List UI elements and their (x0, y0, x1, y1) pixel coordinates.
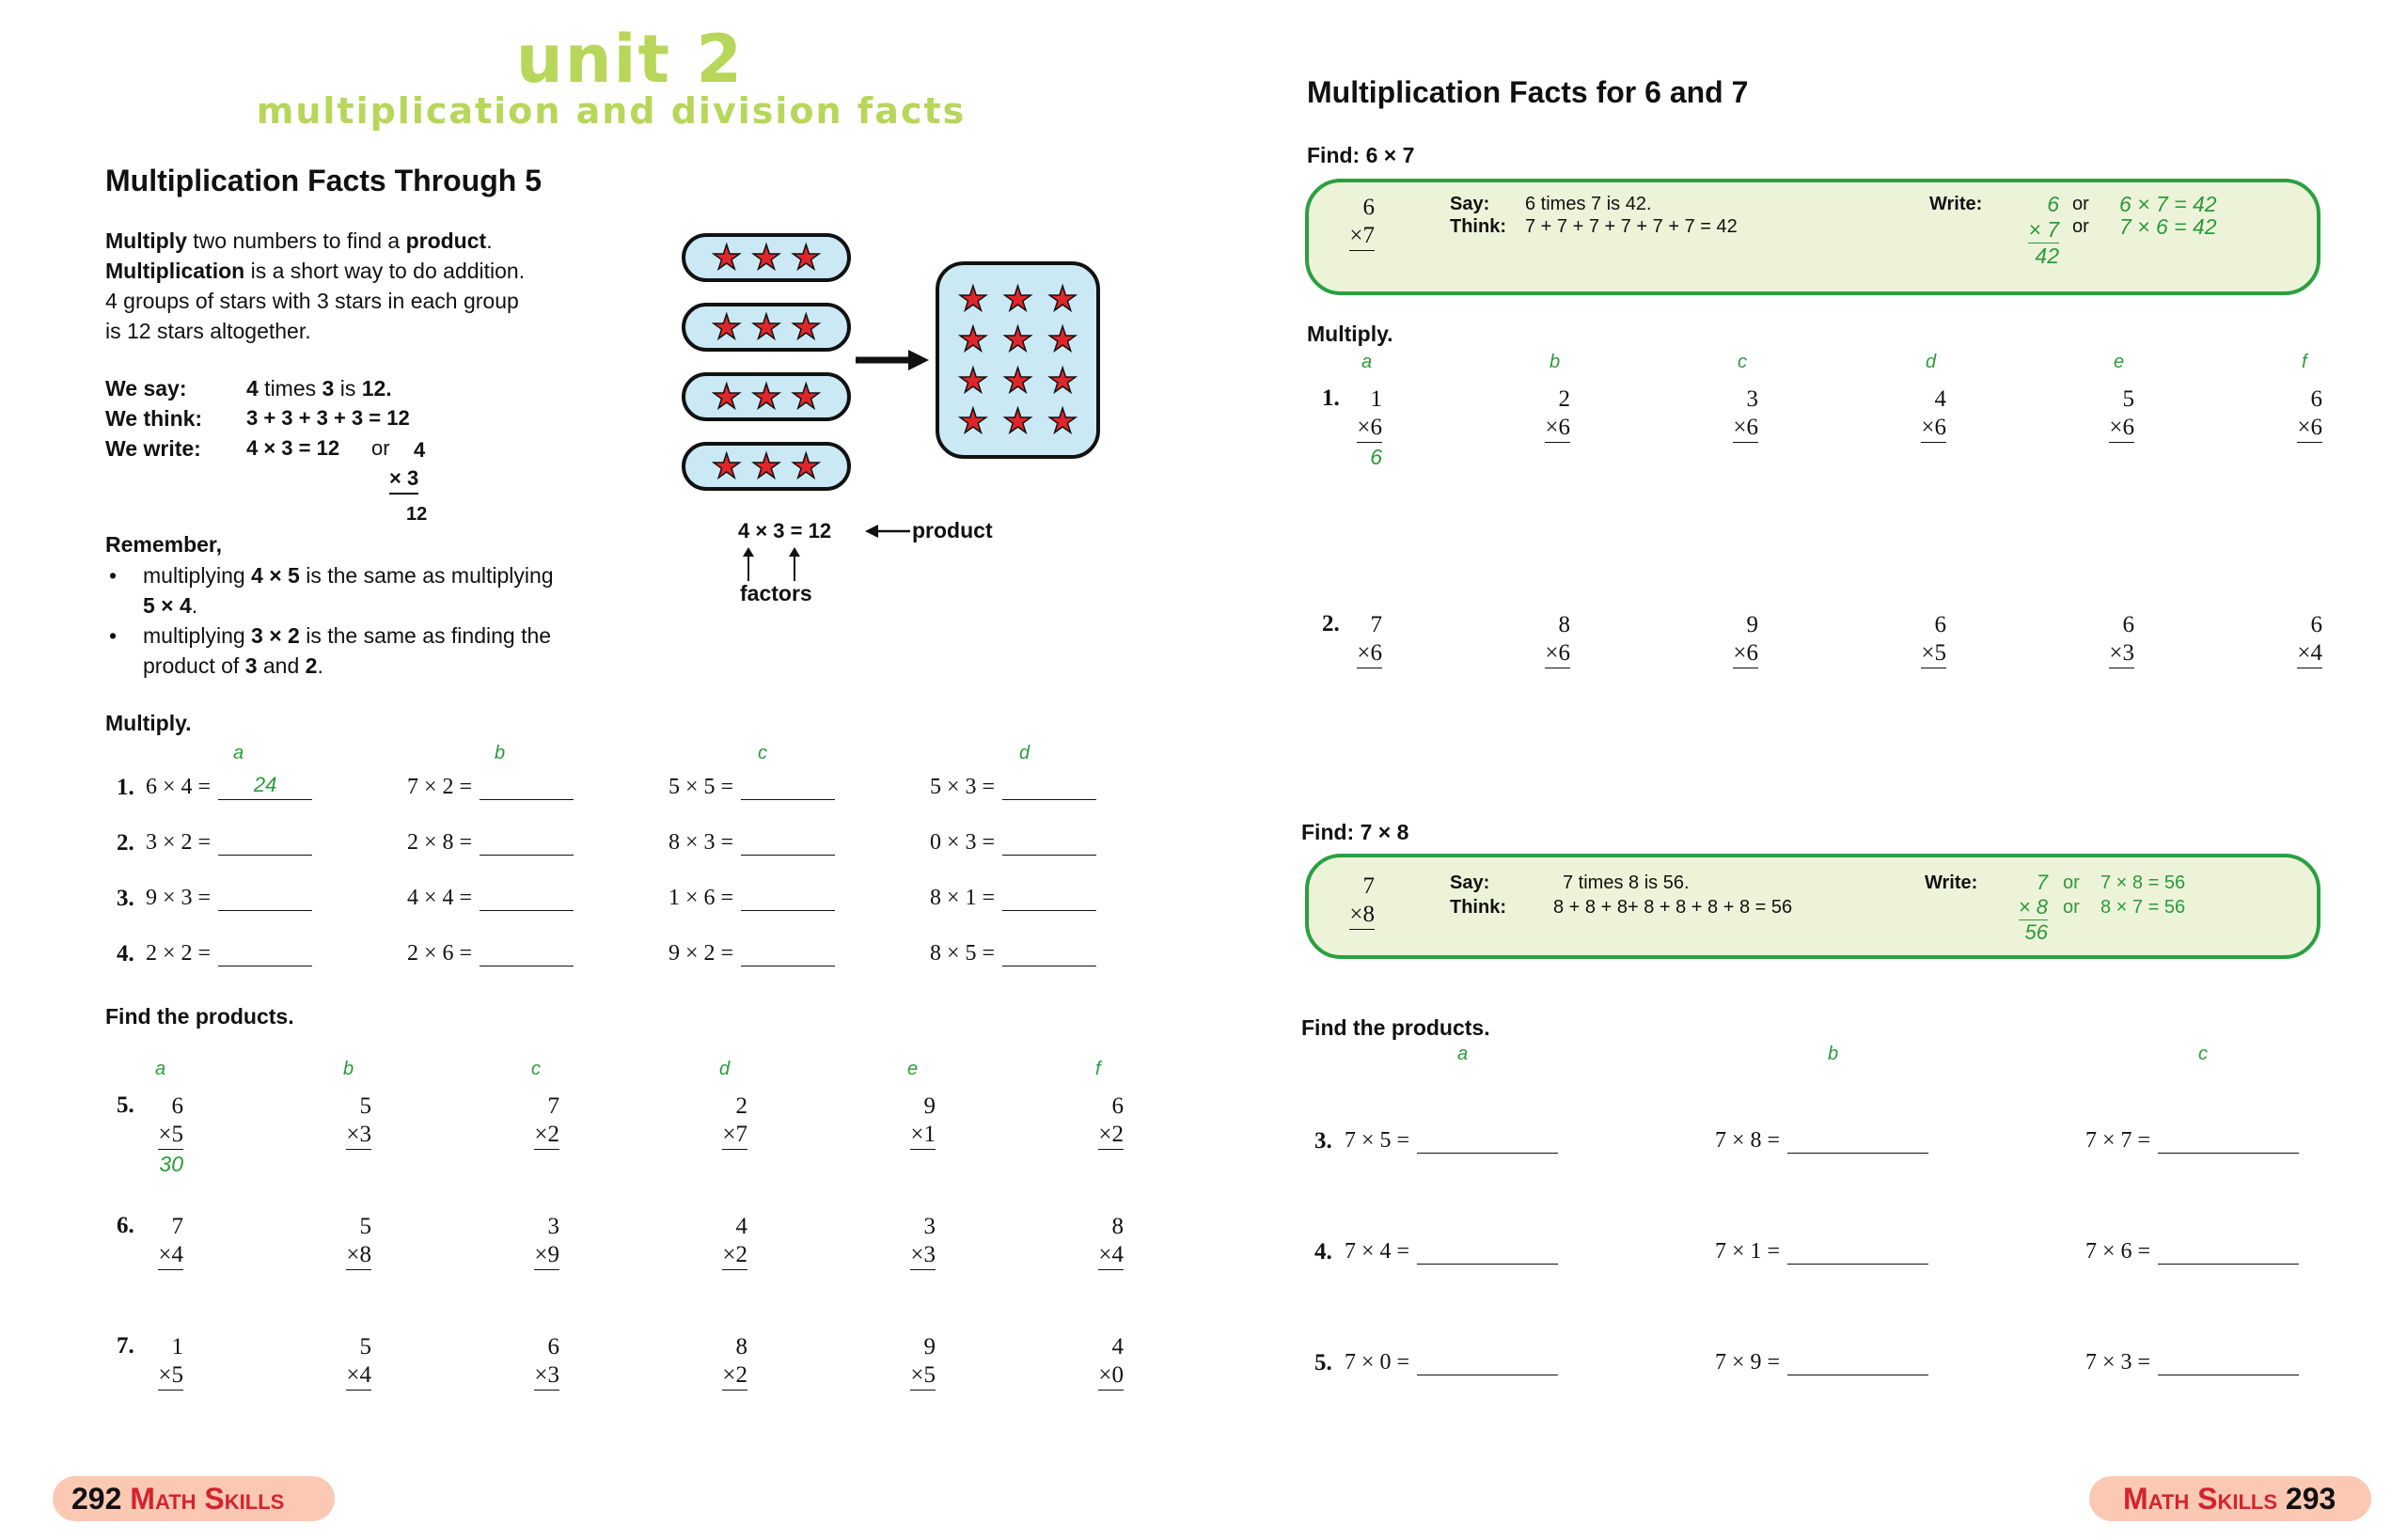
answer-blank[interactable] (480, 834, 574, 856)
answer-blank[interactable] (1002, 889, 1096, 911)
answer-blank[interactable] (1002, 834, 1096, 856)
equation-problem (407, 886, 574, 911)
answer-blank[interactable] (218, 773, 312, 800)
equation-problem (1345, 1128, 1558, 1154)
product-answer[interactable]: 30 (159, 1152, 183, 1176)
find-products-label-left: Find the products. (105, 1004, 294, 1029)
star-icon: ★ (957, 361, 988, 400)
column-label: f (2302, 352, 2307, 372)
we-write-or: or (371, 436, 390, 460)
example-1-say: 6 times 7 is 42. (1525, 194, 1652, 214)
vertical-problem (879, 1333, 936, 1391)
multiplier: ×4 (158, 1241, 183, 1270)
answer-blank[interactable] (741, 945, 835, 966)
footer-left (53, 1476, 335, 1521)
multiplicand: 7 (1370, 612, 1382, 637)
multiplier: ×5 (158, 1361, 183, 1391)
example-1-or: or (2072, 216, 2089, 237)
multiplier: ×6 (1733, 414, 1758, 443)
find-products-label-right: Find the products. (1301, 1015, 1490, 1040)
star-icon: ★ (711, 308, 742, 346)
vertical-problem (691, 1213, 747, 1270)
vertical-problem (2078, 611, 2134, 668)
answer-text: 24 (253, 773, 277, 796)
intro-text (105, 226, 632, 346)
answer-blank[interactable] (1787, 1354, 1928, 1375)
multiplier: ×5 (1921, 639, 1946, 668)
star-icon: ★ (791, 308, 822, 346)
equation-problem (407, 830, 574, 856)
multiplicand: 3 (547, 1214, 559, 1239)
multiplier: ×6 (1545, 639, 1570, 668)
multiplier: ×6 (2297, 414, 2322, 443)
problem-number: 4. (117, 941, 134, 966)
example-2-say: 7 times 8 is 56. (1563, 872, 1690, 893)
vertical-problem (503, 1333, 559, 1391)
vertical-problem (2266, 385, 2322, 443)
arrow-up-icon (788, 547, 801, 581)
column-label: c (1738, 352, 1747, 372)
star-icon: ★ (750, 378, 782, 416)
equation-text: 8 × 3 = (669, 830, 734, 855)
answer-blank[interactable] (480, 778, 574, 800)
answer-blank[interactable] (1417, 1243, 1558, 1265)
multiplicand: 6 (2310, 386, 2322, 412)
footer-book-title-left: Math Skills (130, 1482, 285, 1516)
vertical-problem (315, 1092, 371, 1150)
star-icon: ★ (1047, 279, 1078, 318)
equation-text: 7 × 4 = (1345, 1239, 1410, 1264)
example-1-alt-1: 6 × 7 = 42 (2119, 192, 2217, 216)
page-heading-right: Multiplication Facts for 6 and 7 (1307, 75, 1749, 109)
we-write-vertical-top: 4 (414, 438, 426, 462)
equation-text: 7 × 3 = (2085, 1350, 2151, 1375)
example-2-alt-2: 8 × 7 = 56 (2100, 897, 2186, 918)
equation-problem (1345, 1350, 1558, 1375)
diagram-factors-label: factors (740, 581, 812, 605)
multiplier: ×6 (2109, 414, 2134, 443)
equation-text: 7 × 9 = (1715, 1350, 1781, 1375)
equation-text: 5 × 5 = (669, 775, 734, 799)
star-icon: ★ (1002, 321, 1033, 359)
answer-blank[interactable] (2158, 1243, 2299, 1265)
problem-number: 3. (1314, 1128, 1332, 1154)
equation-text: 9 × 2 = (669, 941, 734, 966)
equation-problem (930, 775, 1096, 800)
answer-blank[interactable] (1417, 1354, 1558, 1375)
multiplicand: 4 (1934, 386, 1946, 412)
vertical-problem (1326, 611, 1382, 668)
we-say-label: We say: (105, 376, 187, 401)
equation-text: 2 × 8 = (407, 830, 473, 855)
multiplicand: 8 (1111, 1214, 1124, 1239)
equation-problem (1715, 1128, 1928, 1154)
equation-text: 7 × 0 = (1345, 1350, 1410, 1375)
equation-text: 9 × 3 = (146, 886, 212, 910)
example-1-say-label: Say: (1450, 194, 1490, 214)
page-heading-left: Multiplication Facts Through 5 (105, 164, 542, 197)
vertical-problem (127, 1333, 183, 1391)
multiplicand: 2 (1558, 386, 1570, 412)
answer-blank[interactable] (2158, 1132, 2299, 1154)
equation-text: 8 × 1 = (930, 886, 996, 910)
column-label: a (155, 1059, 166, 1079)
unit-subtitle: multiplication and division facts (256, 90, 967, 132)
column-label: e (2114, 352, 2125, 372)
equation-problem (146, 941, 312, 966)
we-write-vertical-bot: 12 (406, 504, 428, 525)
answer-blank[interactable] (480, 945, 574, 966)
star-icon: ★ (1047, 402, 1078, 441)
example-1-think-label: Think: (1450, 216, 1506, 237)
vertical-problem (2078, 385, 2134, 443)
star-icon: ★ (711, 239, 742, 276)
we-write-vertical-mid: × 3 (389, 466, 418, 495)
example-2-say-label: Say: (1450, 872, 1490, 893)
multiplier: ×3 (2109, 639, 2134, 668)
example-2-think-label: Think: (1450, 897, 1506, 918)
intro-line: 4 groups of stars with 3 stars in each group (105, 289, 519, 313)
multiplier: ×2 (534, 1121, 559, 1150)
multiplicand: 5 (359, 1334, 371, 1359)
star-icon: ★ (957, 402, 988, 441)
column-label: a (233, 743, 244, 763)
vertical-problem (127, 1213, 183, 1270)
multiplier: ×1 (910, 1121, 936, 1150)
star-icon: ★ (957, 321, 988, 359)
problem-number: 3. (117, 886, 134, 911)
equation-text: 7 × 1 = (1715, 1239, 1781, 1264)
column-label: c (758, 743, 767, 763)
equation-text: 1 × 6 = (669, 886, 734, 910)
product-answer[interactable]: 6 (1370, 445, 1382, 469)
answer-blank[interactable] (1002, 945, 1096, 966)
multiplicand: 2 (735, 1093, 747, 1119)
find1-label: Find: 6 × 7 (1307, 143, 1415, 167)
equation-problem (2085, 1350, 2299, 1375)
vertical-problem (315, 1333, 371, 1391)
answer-blank[interactable] (218, 889, 312, 911)
equation-problem (2085, 1128, 2299, 1154)
answer-blank[interactable] (480, 889, 574, 911)
multiply-label-left: Multiply. (105, 711, 192, 735)
star-icon: ★ (957, 279, 988, 318)
equation-text: 2 × 6 = (407, 941, 473, 966)
remember-title: Remember, (105, 532, 223, 557)
vertical-problem (1067, 1213, 1124, 1270)
star-icon: ★ (791, 239, 822, 276)
multiplier: ×4 (1098, 1241, 1124, 1270)
multiplicand: 1 (1370, 386, 1382, 412)
we-write-label: We write: (105, 436, 201, 461)
footer-right (2089, 1476, 2371, 1521)
multiplier: ×6 (1357, 639, 1382, 668)
multiplier: ×0 (1098, 1361, 1124, 1391)
answer-blank[interactable] (1417, 1132, 1558, 1154)
star-icon: ★ (1047, 361, 1078, 400)
vertical-problem (1514, 385, 1570, 443)
vertical-problem (1326, 385, 1382, 471)
answer-blank[interactable] (741, 834, 835, 856)
equation-problem (669, 775, 835, 800)
equation-text: 5 × 3 = (930, 775, 996, 799)
problem-number: 2. (1322, 611, 1340, 636)
vertical-problem (1890, 611, 1946, 668)
column-label: a (1361, 352, 1373, 372)
problem-number: 7. (117, 1333, 134, 1359)
equation-text: 7 × 5 = (1345, 1128, 1410, 1153)
answer-blank[interactable] (1787, 1243, 1928, 1265)
vertical-problem (1702, 385, 1758, 443)
footer-book-title-right: Math Skills (2123, 1482, 2278, 1516)
example-2-vertical: 7 ×8 (1318, 872, 1375, 930)
column-label: a (1457, 1044, 1469, 1064)
multiplier: ×2 (722, 1361, 747, 1391)
star-group (682, 442, 851, 491)
equation-text: 3 × 2 = (146, 830, 212, 855)
answer-blank[interactable] (218, 945, 312, 966)
equation-problem (146, 775, 312, 800)
equation-text: 7 × 8 = (1715, 1128, 1781, 1153)
arrow-right-icon (856, 348, 931, 372)
example-1-think: 7 + 7 + 7 + 7 + 7 + 7 = 42 (1525, 216, 1738, 237)
bullet: • (109, 563, 118, 588)
column-label: d (1926, 352, 1937, 372)
multiplicand: 5 (359, 1214, 371, 1239)
column-label: e (907, 1059, 919, 1079)
page-number-right: 293 (2285, 1482, 2336, 1516)
vertical-problem (2266, 611, 2322, 668)
multiplier: ×3 (910, 1241, 936, 1270)
multiplier: ×6 (1733, 639, 1758, 668)
equation-text: 7 × 6 = (2085, 1239, 2151, 1264)
column-label: f (1095, 1059, 1101, 1079)
equation-problem (1715, 1239, 1928, 1265)
arrow-up-icon (742, 547, 755, 581)
multiplicand: 6 (171, 1093, 183, 1119)
equation-problem (669, 830, 835, 856)
multiplier: ×7 (722, 1121, 747, 1150)
remember-item: • multiplying 3 × 2 is the same as finding the product of 3 and 2. (105, 621, 613, 681)
multiplier: ×6 (1357, 414, 1382, 443)
multiplicand: 8 (1558, 612, 1570, 637)
multiplicand: 6 (547, 1334, 559, 1359)
answer-blank[interactable] (1002, 778, 1096, 800)
star-icon: ★ (1002, 361, 1033, 400)
star-total-box (936, 261, 1100, 459)
star-icon: ★ (791, 378, 822, 416)
answer-blank[interactable] (218, 834, 312, 856)
multiplier: ×4 (346, 1361, 371, 1391)
equation-problem (930, 941, 1096, 966)
star-group (682, 372, 851, 421)
multiplicand: 9 (923, 1093, 936, 1119)
equation-problem (1345, 1239, 1558, 1265)
star-group (682, 303, 851, 352)
star-icon: ★ (750, 448, 782, 485)
example-2-alt-1: 7 × 8 = 56 (2100, 872, 2186, 893)
star-icon: ★ (1047, 321, 1078, 359)
multiply-label-right: Multiply. (1307, 322, 1393, 346)
column-label: d (1019, 743, 1030, 763)
equation-text: 7 × 2 = (407, 775, 473, 799)
multiplicand: 6 (1111, 1093, 1124, 1119)
problem-number: 5. (117, 1092, 134, 1118)
problem-number: 5. (1314, 1350, 1332, 1375)
multiplicand: 9 (923, 1334, 936, 1359)
multiplier: ×4 (2297, 639, 2322, 668)
we-write-text: 4 × 3 = 12 (246, 436, 340, 460)
multiplier: ×2 (1098, 1121, 1124, 1150)
example-box-1 (1305, 179, 2320, 295)
column-label: b (495, 743, 506, 763)
answer-blank[interactable] (741, 778, 835, 800)
answer-blank[interactable] (1787, 1132, 1928, 1154)
column-label: c (531, 1059, 541, 1079)
equation-problem (407, 941, 574, 966)
multiplier: ×8 (346, 1241, 371, 1270)
we-think-label: We think: (105, 406, 203, 431)
example-1-or: or (2072, 194, 2089, 214)
multiplicand: 6 (1934, 612, 1946, 637)
star-icon: ★ (750, 239, 782, 276)
equation-problem (146, 830, 312, 856)
multiplicand: 4 (1111, 1334, 1124, 1359)
we-say-text: 4 times 3 is 12. (246, 376, 392, 401)
multiplicand: 6 (2122, 612, 2134, 637)
multiplicand: 1 (171, 1334, 183, 1359)
remember-item: • multiplying 4 × 5 is the same as multiplying 5 × 4. (105, 560, 613, 621)
star-icon: ★ (750, 308, 782, 346)
multiplicand: 7 (171, 1214, 183, 1239)
equation-problem (669, 886, 835, 911)
problem-number: 2. (117, 830, 134, 856)
star-icon: ★ (1002, 402, 1033, 441)
multiplier: ×3 (534, 1361, 559, 1391)
column-label: c (2198, 1044, 2208, 1064)
example-2-think: 8 + 8 + 8+ 8 + 8 + 8 + 8 = 56 (1553, 897, 1793, 918)
vertical-problem (1067, 1333, 1124, 1391)
intro-line: Multiplication is a short way to do addition. (105, 259, 526, 283)
vertical-problem (1067, 1092, 1124, 1150)
example-1-alt-2: 7 × 6 = 42 (2119, 214, 2217, 239)
example-box-2 (1305, 854, 2320, 959)
multiplicand: 8 (735, 1334, 747, 1359)
example-2-write-label: Write: (1925, 872, 1978, 893)
equation-problem (930, 886, 1096, 911)
equation-text: 4 × 4 = (407, 886, 473, 910)
arrow-left-icon (865, 523, 910, 540)
column-label: b (1550, 352, 1561, 372)
example-2-or: or (2063, 897, 2080, 918)
equation-text: 6 × 4 = (146, 775, 212, 799)
page-number-left: 292 (71, 1482, 122, 1516)
multiplicand: 6 (2310, 612, 2322, 637)
problem-number: 1. (117, 775, 134, 800)
equation-text: 7 × 7 = (2085, 1128, 2151, 1153)
intro-line: Multiply two numbers to find a product. (105, 228, 493, 253)
equation-problem (669, 941, 835, 966)
equation-problem (407, 775, 574, 800)
multiplier: ×6 (1921, 414, 1946, 443)
vertical-problem (1514, 611, 1570, 668)
diagram-product-label: product (912, 518, 993, 542)
answer-blank[interactable] (2158, 1354, 2299, 1375)
column-label: b (343, 1059, 354, 1079)
equation-text: 8 × 5 = (930, 941, 996, 966)
equation-problem (1715, 1350, 1928, 1375)
problem-number: 4. (1314, 1239, 1332, 1265)
multiplicand: 4 (735, 1214, 747, 1239)
equation-text: 0 × 3 = (930, 830, 996, 855)
equation-problem (2085, 1239, 2299, 1265)
vertical-problem (503, 1213, 559, 1270)
multiplier: ×9 (534, 1241, 559, 1270)
example-1-write-vertical: 6 × 7 42 (2028, 192, 2059, 268)
find2-label: Find: 7 × 8 (1301, 820, 1409, 844)
diagram-equation: 4 × 3 = 12 (738, 519, 832, 542)
problem-number: 6. (117, 1213, 134, 1238)
multiplier: ×3 (346, 1121, 371, 1150)
multiplicand: 5 (2122, 386, 2134, 412)
column-label: d (719, 1059, 731, 1079)
multiplicand: 9 (1746, 612, 1758, 637)
we-think-text: 3 + 3 + 3 + 3 = 12 (246, 406, 410, 430)
unit-title: unit 2 (515, 21, 745, 98)
bullet: • (109, 623, 118, 648)
vertical-problem (879, 1092, 936, 1150)
vertical-problem (691, 1092, 747, 1150)
multiplicand: 3 (1746, 386, 1758, 412)
star-icon: ★ (711, 448, 742, 485)
star-icon: ★ (1002, 279, 1033, 318)
multiplier: ×2 (722, 1241, 747, 1270)
example-1-vertical: 6 ×7 (1318, 194, 1375, 251)
multiplier: ×5 (158, 1121, 183, 1150)
multiplier: ×5 (910, 1361, 936, 1391)
vertical-problem (691, 1333, 747, 1391)
vertical-problem (879, 1213, 936, 1270)
multiplicand: 7 (547, 1093, 559, 1119)
multiplicand: 3 (923, 1214, 936, 1239)
star-group (682, 233, 851, 282)
star-icon: ★ (791, 448, 822, 485)
example-1-write-label: Write: (1929, 194, 1983, 214)
problem-number: 1. (1322, 385, 1340, 411)
remember-list (105, 560, 613, 681)
column-label: b (1828, 1044, 1839, 1064)
equation-problem (146, 886, 312, 911)
multiplier: ×6 (1545, 414, 1570, 443)
vertical-problem (127, 1092, 183, 1178)
answer-blank[interactable] (741, 889, 835, 911)
equation-problem (930, 830, 1096, 856)
multiplicand: 5 (359, 1093, 371, 1119)
vertical-problem (315, 1213, 371, 1270)
equation-text: 2 × 2 = (146, 941, 212, 966)
vertical-problem (1890, 385, 1946, 443)
example-2-write-vertical: 7 × 8 56 (2018, 871, 2048, 944)
star-icon: ★ (711, 378, 742, 416)
vertical-problem (503, 1092, 559, 1150)
example-2-or: or (2063, 872, 2080, 893)
vertical-problem (1702, 611, 1758, 668)
intro-line: is 12 stars altogether. (105, 319, 311, 343)
